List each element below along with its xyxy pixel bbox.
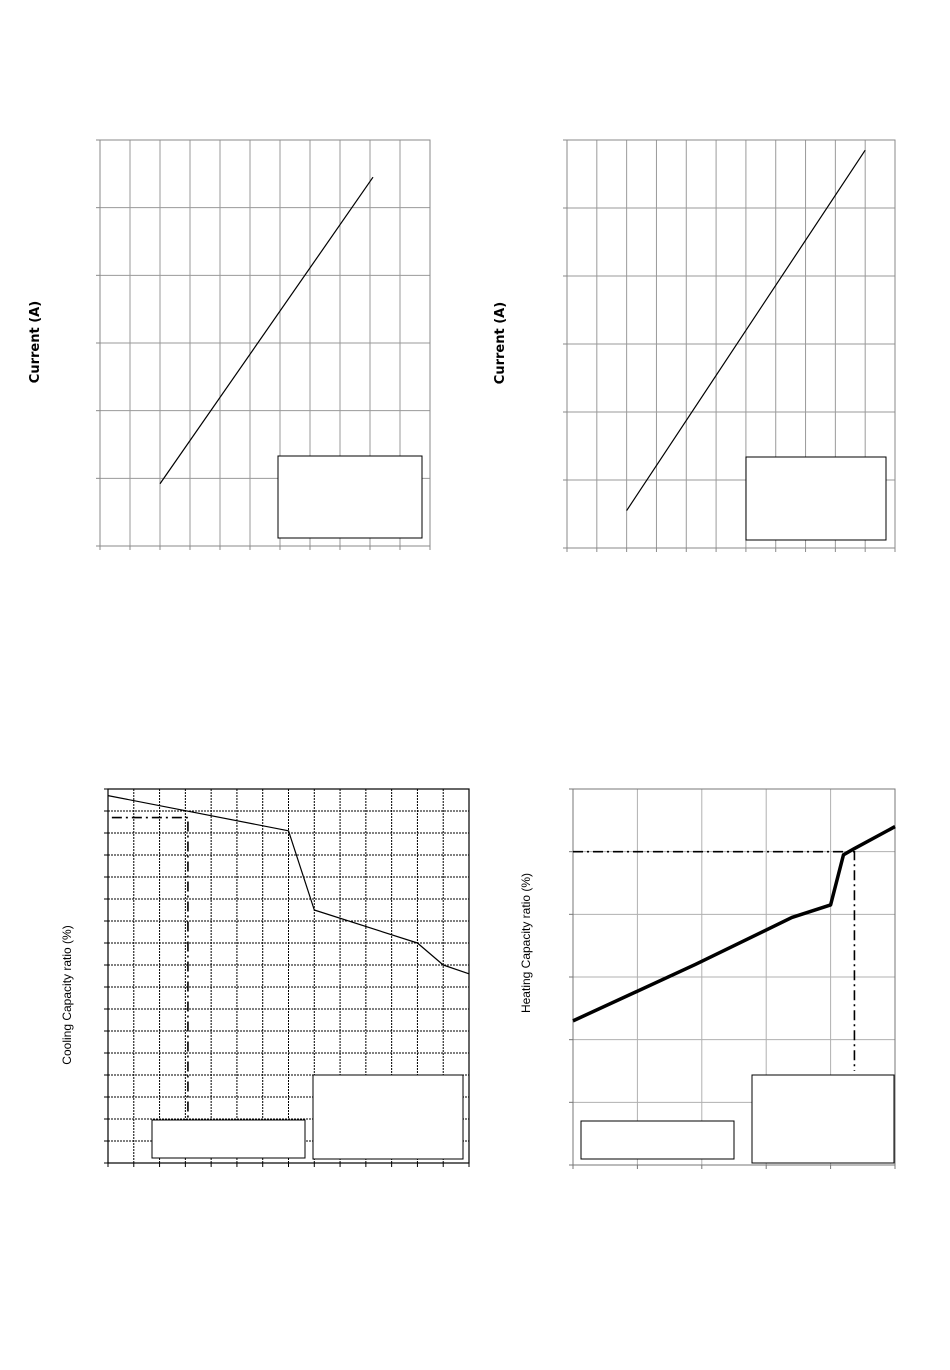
heating-capacity-legend-box-right (752, 1075, 894, 1163)
cooling-capacity-legend-box-right (313, 1075, 463, 1159)
reference-line (573, 852, 854, 1071)
cooling-capacity-ylabel: Cooling Capacity ratio (%) (60, 925, 74, 1065)
series-line-0 (573, 827, 895, 1021)
cooling-capacity-reference-line (112, 818, 188, 1126)
current-heating-legend-box (746, 457, 886, 540)
current-cooling-series (160, 177, 373, 484)
heating-capacity-chart (519, 789, 895, 1169)
reference-line (112, 818, 188, 1126)
current-cooling-chart (28, 140, 430, 550)
cooling-capacity-chart (60, 789, 469, 1167)
heating-capacity-ylabel: Heating Capacity ratio (%) (519, 872, 533, 1014)
current-cooling-ylabel: Current (A) (28, 300, 43, 384)
heating-capacity-series (573, 827, 895, 1021)
heating-capacity-legend-box-left (581, 1121, 734, 1159)
heating-capacity-reference-line (573, 852, 854, 1071)
cooling-capacity-legend-box-left (152, 1120, 305, 1158)
current-heating-chart (493, 140, 895, 552)
current-heating-ylabel: Current (A) (493, 301, 508, 385)
series-line-0 (160, 177, 373, 484)
current-cooling-legend-box (278, 456, 422, 538)
